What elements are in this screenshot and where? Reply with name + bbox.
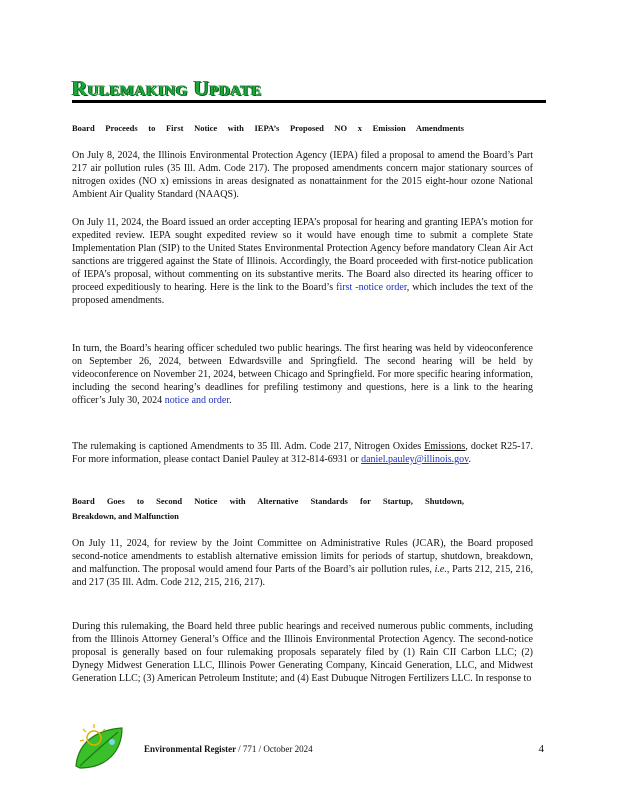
section2-heading-line-1: Board Goes to Second Notice with Alternative Standards for Startup, Shutdown, xyxy=(72,496,464,506)
page-title: Rulemaking Update xyxy=(72,76,262,100)
leaf-logo-icon xyxy=(72,722,130,772)
paragraph-text: On July 11, 2024, the Board issued an order accepting IEPA’s proposal for hearing and granting IEPA’s motion for expedited review. IEPA sought expedited review so it would have enough time to submit a complete State Implementation Plan (SIP) to the United States Environmental Protection Agency before mandatory Clean Air Act sanctions are triggered against the State of Illinois. Accordingly, the Board proceeded with first-notice publication of IEPA’s proposal, without commenting on its substantive merits. The Board also directed its hearing officer to proceed expeditiously to hearing. Here is the link to the Board’s xyxy=(72,217,533,293)
paragraph-text: In turn, the Board’s hearing officer scheduled two public hearings. The first hearing was held by videoconference on September 26, 2024, between Edwardsville and Springfield. The second hearing will be held by videoconference on November 21, 2024, between Chicago and Springfield. For more specific hearing information, including the second hearing’s deadlines for prefiling testimony and questions, here is a link to the hearing officer’s July 30, 2024 xyxy=(72,343,533,406)
paragraph-text: On July 11, 2024, for review by the Joint Committee on Administrative Rules (JCAR), the Board proposed second-notice amendments to establish alternative emission limits for periods of startup, shutdown, breakdown, and malfunction. The proposal would amend four Parts of the Board’s air pollution rules, xyxy=(72,538,533,575)
footer-publication xyxy=(144,744,313,754)
paragraph-text: . xyxy=(468,454,472,465)
paragraph-text: The rulemaking is captioned Amendments to 35 Ill. Adm. Code 217, Nitrogen Oxides xyxy=(72,441,425,452)
issue-info: / 771 / October 2024 xyxy=(238,744,313,754)
paragraph-text: , docket R25-17. For more information, please contact Daniel Pauley at 312-814-6931 or xyxy=(72,441,533,465)
section1-paragraph-2 xyxy=(72,216,533,307)
section2-paragraph-1 xyxy=(72,537,533,589)
section1-paragraph-3 xyxy=(72,342,533,407)
paragraph-text: , Parts 212, 215, 216, and 217 (35 Ill. Adm. Code 212, 215, 216, 217). xyxy=(72,564,534,588)
section2-heading-line-2: Breakdown, and Malfunction xyxy=(72,511,179,521)
notice-and-order-link[interactable]: notice and order xyxy=(164,395,230,406)
paragraph-text: , which includes the text of the proposed amendments. xyxy=(72,282,533,306)
paragraph-text: . xyxy=(229,395,232,406)
caption-emissions: Emissions xyxy=(424,441,466,452)
section2-heading xyxy=(72,494,464,524)
ie-abbreviation: i.e. xyxy=(434,564,447,575)
title-divider xyxy=(72,100,546,103)
section1-paragraph-4 xyxy=(72,440,533,466)
section2-paragraph-2: During this rulemaking, the Board held three public hearings and received numerous public comments, including from the Illinois Attorney General’s Office and the Illinois Environmental Protection Agency. The second-notice proposal is generally based on four rulemaking proposals separately filed by (1) Rain CII Carbon LLC; (2) Dynegy Midwest Generation LLC, Illinois Power Generating Company, Kincaid Generation, LLC, and Midwest Generation LLC; (3) American Petroleum Institute; and (4) East Dubuque Nitrogen Fertilizers LLC. In response to xyxy=(72,621,533,684)
page-footer xyxy=(72,722,546,772)
first-notice-order-link[interactable]: first -notice order xyxy=(336,282,407,293)
section1-paragraph-1: On July 8, 2024, the Illinois Environmental Protection Agency (IEPA) filed a proposal to amend the Board’s Part 217 air pollution rules (35 Ill. Adm. Code 217). The proposed amendments concern major stationary sources of nitrogen oxides (NO x) emissions in areas designated as nonattainment for the 2015 eight-hour ozone National Ambient Air Quality Standard (NAAQS). xyxy=(72,150,533,200)
section1-heading: Board Proceeds to First Notice with IEPA’s Proposed NO x Emission Amendments xyxy=(72,123,464,133)
page-number: 4 xyxy=(538,743,544,755)
email-link[interactable]: daniel.pauley@illinois.gov xyxy=(361,454,469,465)
publication-name: Environmental Register xyxy=(144,744,236,754)
